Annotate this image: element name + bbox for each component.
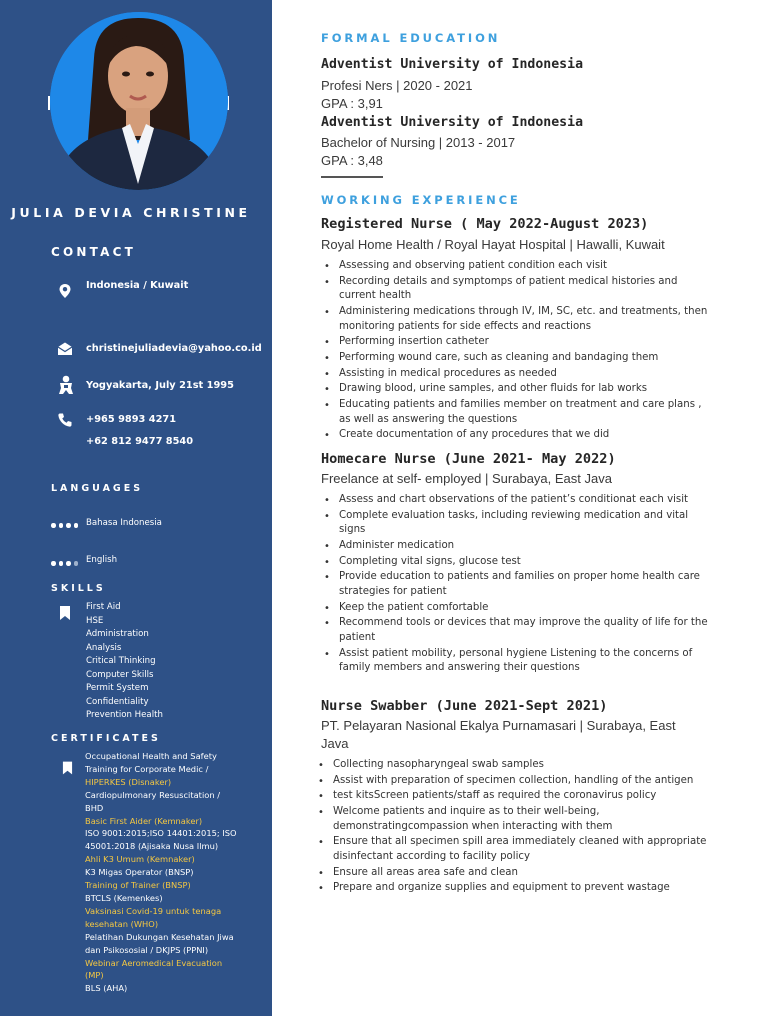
job-duties-list — [321, 493, 713, 677]
job-duty: • Assess and chart observations of the patient’s conditionat each visit — [321, 493, 713, 508]
bookmark-icon — [62, 761, 73, 775]
job-duty: • Welcome patients and inquire as to their well-being, demonstratingcompassion when interacting with them — [315, 805, 715, 834]
certificate-item: (MP) — [85, 970, 104, 981]
section-divider — [321, 176, 383, 178]
certificate-item: Webinar Aeromedical Evacuation — [85, 957, 223, 968]
job-organization: PT. Pelayaran Nasional Ekalya Purnamasari | Surabaya, East — [321, 718, 676, 733]
contact-phone-indonesia[interactable]: +62 812 9477 8540 — [86, 436, 194, 447]
job-duty: • Drawing blood, urine samples, and other fluids for lab works — [321, 382, 713, 397]
languages-heading: LANGUAGES — [51, 483, 144, 494]
certificate-item: Training of Trainer (BNSP) — [85, 880, 191, 891]
job-duty: • Collecting nasopharyngeal swab samples — [315, 758, 715, 773]
location-pin-icon — [57, 283, 73, 299]
language-english: English — [86, 555, 118, 565]
sidebar — [0, 0, 272, 1016]
job-duty: • Performing wound care, such as cleaning and bandaging them — [321, 351, 713, 366]
certificate-item: BLS (AHA) — [85, 983, 128, 994]
language-indonesian: Bahasa Indonesia — [86, 518, 162, 528]
job-duty: • Create documentation of any procedures that we did — [321, 428, 713, 443]
job-duty: • Educating patients and families member on treatment and care plans , as well as answering the questions — [321, 398, 713, 427]
profile-photo — [50, 12, 228, 190]
certificates-heading: CERTIFICATES — [51, 733, 161, 744]
job-duty: • Performing insertion catheter — [321, 335, 713, 350]
contact-location: Indonesia / Kuwait — [86, 280, 189, 291]
job-organization: Freelance at self- employed | Surabaya, East Java — [321, 471, 612, 486]
certificate-item: Training for Corporate Medic / — [85, 763, 209, 774]
phone-icon — [57, 412, 73, 428]
certificate-item: Ahli K3 Umum (Kemnaker) — [85, 854, 195, 865]
candidate-name: JULIA DEVIA CHRISTINE — [11, 205, 251, 220]
job-duty: • Completing vital signs, glucose test — [321, 555, 713, 570]
job-title: Homecare Nurse (June 2021- May 2022) — [321, 451, 616, 467]
job-duty: • Assisting in medical procedures as needed — [321, 367, 713, 382]
education-program: Profesi Ners | 2020 - 2021 — [321, 78, 473, 93]
certificate-item: Cardiopulmonary Resuscitation / — [85, 789, 221, 800]
certificate-item: ISO 9001:2015;ISO 14401:2015; ISO — [85, 828, 237, 839]
certificate-item: BTCLS (Kemenkes) — [85, 892, 163, 903]
job-duty: • Provide education to patients and families on proper home health care strategies for patient — [321, 570, 713, 599]
certificate-item: 45001:2018 (Ajisaka Nusa Ilmu) — [85, 841, 219, 852]
certificate-item: Pelatihan Dukungan Kesehatan Jiwa — [85, 931, 234, 942]
education-school: Adventist University of Indonesia — [321, 115, 584, 130]
job-duty: • Administering medications through IV, IM, SC, etc. and treatments, then monitoring patients for side effects and reactions — [321, 305, 713, 334]
skill-item: HSE — [86, 615, 104, 626]
experience-heading: WORKING EXPERIENCE — [321, 193, 521, 207]
certificate-item: K3 Migas Operator (BNSP) — [85, 867, 194, 878]
job-duty: • test kitsScreen patients/staff as required the coronavirus policy — [315, 789, 715, 804]
skills-heading: SKILLS — [51, 583, 106, 594]
baby-icon — [57, 375, 75, 395]
certificate-item: HIPERKES (Disnaker) — [85, 776, 172, 787]
education-gpa: GPA : 3,91 — [321, 96, 383, 111]
job-duty: • Ensure that all specimen spill area immediately cleaned with appropriate disinfectant according to facility policy — [315, 835, 715, 864]
contact-birth: Yogyakarta, July 21st 1995 — [86, 380, 234, 391]
certificate-item: Occupational Health and Safety — [85, 751, 217, 761]
education-program: Bachelor of Nursing | 2013 - 2017 — [321, 135, 516, 150]
language-level-english — [51, 561, 78, 566]
job-duty: • Assessing and observing patient condition each visit — [321, 259, 713, 274]
skill-item: Administration — [86, 629, 149, 639]
job-duty: • Administer medication — [321, 539, 713, 554]
skill-item: Confidentiality — [86, 696, 149, 707]
skills-list — [86, 601, 163, 723]
job-duty: • Keep the patient comfortable — [321, 601, 713, 616]
envelope-icon — [57, 341, 73, 357]
bookmark-icon — [59, 606, 71, 620]
certificate-item: Basic First Aider (Kemnaker) — [85, 815, 203, 826]
education-school: Adventist University of Indonesia — [321, 57, 584, 72]
certificate-item: kesehatan (WHO) — [85, 918, 159, 929]
skill-item: Computer Skills — [86, 669, 154, 680]
education-heading: FORMAL EDUCATION — [321, 31, 501, 45]
skill-item: Critical Thinking — [86, 656, 156, 666]
job-duty: • Prepare and organize supplies and equipment to prevent wastage — [315, 881, 715, 896]
skill-item: Permit System — [86, 683, 149, 693]
job-duties-list — [321, 259, 713, 444]
job-duty: • Assist patient mobility, personal hygiene Listening to the concerns of family members and answering their questions — [321, 647, 713, 676]
job-duty: • Assist with preparation of specimen collection, handling of the antigen — [315, 774, 715, 789]
job-duty: • Complete evaluation tasks, including reviewing medication and vital signs — [321, 509, 713, 538]
certificate-item: Vaksinasi Covid-19 untuk tenaga — [85, 905, 222, 916]
job-duty: • Ensure all areas area safe and clean — [315, 866, 715, 881]
education-gpa: GPA : 3,48 — [321, 153, 383, 168]
skill-item: Prevention Health — [86, 710, 163, 720]
job-title: Registered Nurse ( May 2022-August 2023) — [321, 216, 649, 232]
job-organization: Java — [321, 736, 349, 751]
certificate-item: BHD — [85, 802, 104, 813]
contact-phone-kuwait[interactable]: +965 9893 4271 — [86, 414, 177, 425]
certificates-list — [85, 750, 245, 995]
job-duty: • Recommend tools or devices that may improve the quality of life for the patient — [321, 616, 713, 645]
contact-email[interactable]: christinejuliadevia@yahoo.co.id — [86, 343, 262, 354]
job-duties-list — [315, 758, 715, 897]
skill-item: Analysis — [86, 642, 122, 653]
certificate-item: dan Psikososial / DKJPS (PPNI) — [85, 944, 209, 955]
job-organization: Royal Home Health / Royal Hayat Hospital | Hawalli, Kuwait — [321, 237, 665, 252]
job-duty: • Recording details and symptomps of patient medical histories and current health — [321, 275, 713, 304]
language-level-indonesian — [51, 523, 78, 528]
contact-heading: CONTACT — [51, 245, 136, 259]
skill-item: First Aid — [86, 602, 121, 612]
job-title: Nurse Swabber (June 2021-Sept 2021) — [321, 698, 608, 714]
